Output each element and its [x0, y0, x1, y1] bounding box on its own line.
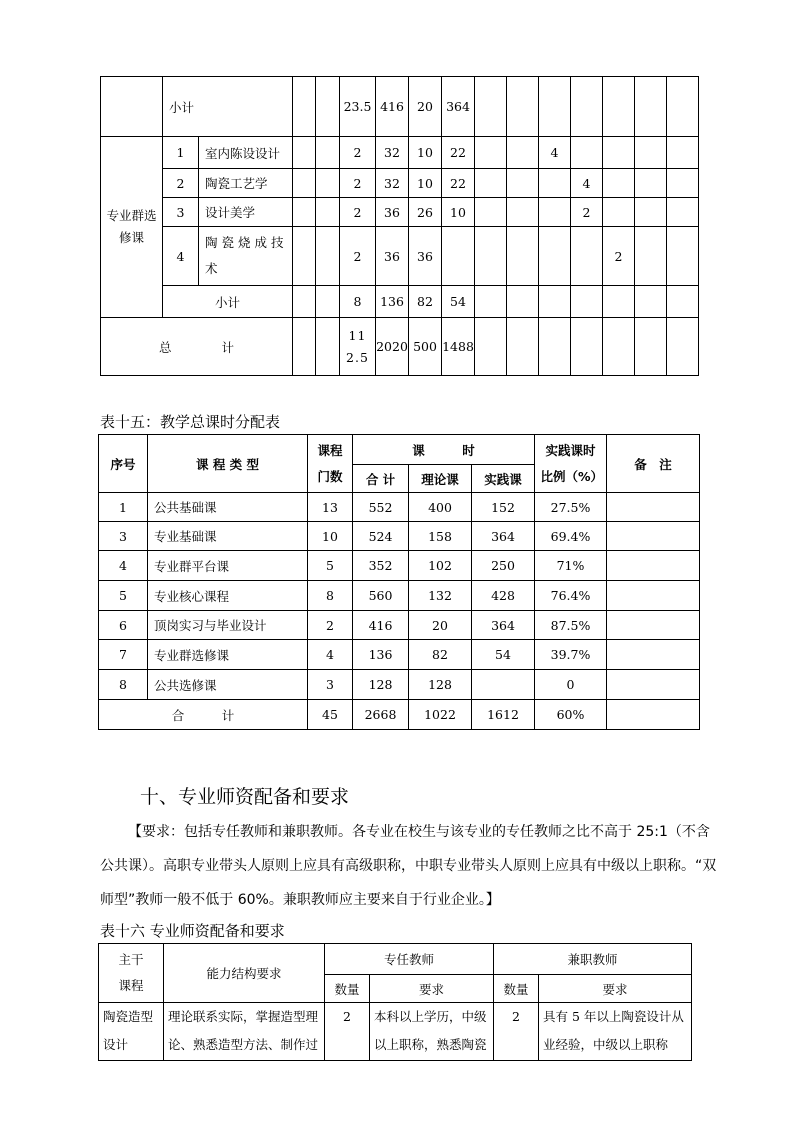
faculty-requirements-table [98, 943, 692, 1061]
requirement-paragraph-line: 【要求：包括专任教师和兼职教师。各专业在校生与该专业的专任教师之比不高于 25:1（不含 [128, 824, 710, 840]
table-row: 6 顶岗实习与毕业设计 2 416 20 364 87.5% [99, 611, 700, 640]
group-label: 专业群选修课 [101, 137, 163, 318]
table-row: 4 专业群平台课 5 352 102 250 71% [99, 551, 700, 581]
course-name: 陶瓷工艺学 [199, 169, 293, 198]
section-heading: 十、专业师资配备和要求 [140, 786, 350, 808]
hours-allocation-table [98, 434, 700, 730]
table-row: 1 公共基础课 13 552 400 152 27.5% [99, 493, 700, 522]
table-caption: 表十六 专业师资配备和要求 [100, 922, 285, 940]
requirement-paragraph-line: 师型”教师一般不低于 60%。兼职教师应主要来自于行业企业。】 [100, 892, 500, 908]
table-row: 5 专业核心课程 8 560 132 428 76.4% [99, 581, 700, 611]
table-row: 4 陶瓷烧成技术 2 36 36 2 [101, 227, 699, 286]
subtotal-label: 小计 [163, 286, 293, 318]
course-name: 设计美学 [199, 198, 293, 227]
table-row [101, 77, 699, 137]
total-hours-cell: 416 [376, 77, 409, 137]
theory-hours-cell: 20 [409, 77, 442, 137]
requirement-paragraph-line: 公共课）。高职专业带头人原则上应具有高级职称，中职专业带头人原则上应具有中级以上职称。“双 [100, 858, 717, 874]
table-row: 总 计 112.5 2020 500 1488 [101, 318, 699, 376]
course-schedule-table [100, 76, 699, 376]
table-row: 专业群选修课 1 室内陈设设计 2 32 10 22 4 [101, 137, 699, 169]
table-row: 3 设计美学 2 36 26 10 2 [101, 198, 699, 227]
course-name: 陶瓷烧成技术 [199, 227, 293, 286]
course-name: 室内陈设设计 [199, 137, 293, 169]
table-row: 小计 8 136 82 54 [101, 286, 699, 318]
credits-cell: 23.5 [340, 77, 376, 137]
grand-total-label: 总 计 [101, 318, 293, 376]
table-header-row: 合 计 理论课 实践课 [99, 465, 700, 493]
grand-total-credits: 112.5 [340, 318, 376, 376]
table-caption: 表十五：教学总课时分配表 [100, 413, 281, 431]
table-row: 陶瓷造型 设计 理论联系实际，掌握造型理 论、熟悉造型方法、制作过 2 本科以上学历，中级 以上职称，熟悉陶瓷 2 具有 5 年以上陶瓷设计从 业经验，中级以上职称 [99, 1003, 692, 1061]
table-header-row: 序号 课 程 类 型 课程门数 课 时 实践课时比例（%） 备 注 [99, 435, 700, 465]
subtotal-label: 小计 [163, 77, 293, 137]
table-header-row: 主干 课程 能力结构要求 专任教师 兼职教师 [99, 944, 692, 975]
table-row: 8 公共选修课 3 128 128 0 [99, 670, 700, 700]
table-row: 7 专业群选修课 4 136 82 54 39.7% [99, 640, 700, 670]
table-header-row: 数量 要求 数量 要求 [99, 975, 692, 1003]
table-row: 2 陶瓷工艺学 2 32 10 22 4 [101, 169, 699, 198]
table-total-row: 合 计 45 2668 1022 1612 60% [99, 700, 700, 730]
practice-hours-cell: 364 [442, 77, 475, 137]
table-row: 3 专业基础课 10 524 158 364 69.4% [99, 522, 700, 551]
